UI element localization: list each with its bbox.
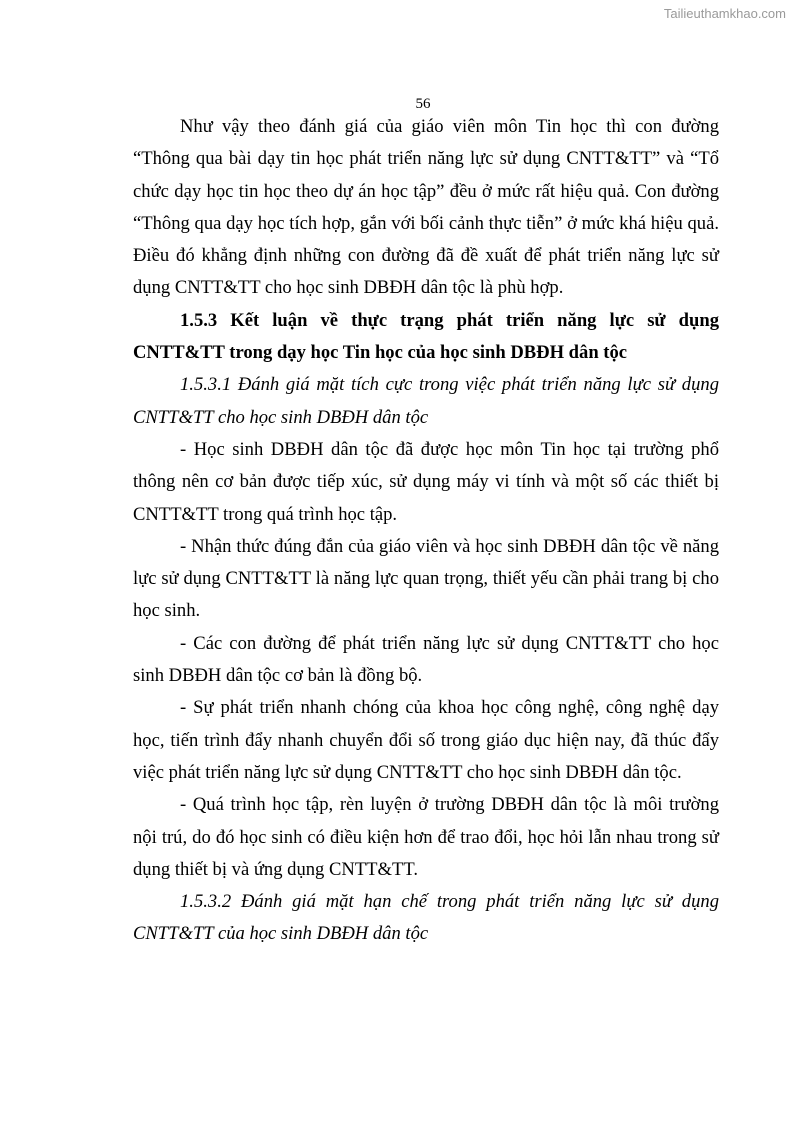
bullet-paragraph-4: - Sự phát triển nhanh chóng của khoa học công nghệ, công nghệ dạy học, tiến trình đẩy nhanh chuyển đổi số trong giáo dục hiện nay, đã thúc đẩy việc phát triển năng lực sử dụng CNTT&TT cho học sinh DBĐH dân tộc. [133,697,719,783]
bullet-paragraph-1: - Học sinh DBĐH dân tộc đã được học môn Tin học tại trường phổ thông nên cơ bản được tiếp xúc, sử dụng máy vi tính và một số các thiết bị CNTT&TT trong quá trình học tập. [133,438,719,525]
page-number: 56 [415,96,431,112]
section-heading-1-5-3: 1.5.3 Kết luận về thực trạng phát triển năng lực sử dụng CNTT&TT trong dạy học Tin học của học sinh DBĐH dân tộc [133,309,719,364]
subsection-heading-1-5-3-1: 1.5.3.1 Đánh giá mặt tích cực trong việc phát triển năng lực sử dụng CNTT&TT cho học sinh DBĐH dân tộc [133,374,719,428]
document-body [133,111,719,951]
bullet-paragraph-5: - Quá trình học tập, rèn luyện ở trường DBĐH dân tộc là môi trường nội trú, do đó học sinh có điều kiện hơn để trao đổi, học hỏi lẫn nhau trong sử dụng thiết bị và ứng dụng CNTT&TT. [133,794,719,880]
paragraph-evaluation-summary: Như vậy theo đánh giá của giáo viên môn Tin học thì con đường “Thông qua bài dạy tin học phát triển năng lực sử dụng CNTT&TT” và “Tổ chức dạy học tin học theo dự án học tập” đều ở mức rất hiệu quả. Con đường “Thông qua dạy học tích hợp, gắn với bối cảnh thực tiễn” ở mức khá hiệu quả. Điều đó khẳng định những con đường đã đề xuất để phát triển năng lực sử dụng CNTT&TT cho học sinh DBĐH dân tộc là phù hợp. [133,116,719,299]
watermark: Tailieuthamkhao.com [663,6,786,21]
subsection-heading-1-5-3-2: 1.5.3.2 Đánh giá mặt hạn chế trong phát triển năng lực sử dụng CNTT&TT của học sinh DBĐH dân tộc [133,891,719,945]
bullet-paragraph-2: - Nhận thức đúng đắn của giáo viên và học sinh DBĐH dân tộc về năng lực sử dụng CNTT&TT là năng lực quan trọng, thiết yếu cần phải trang bị cho học sinh. [133,535,719,622]
bullet-paragraph-3: - Các con đường để phát triển năng lực sử dụng CNTT&TT cho học sinh DBĐH dân tộc cơ bản là đồng bộ. [133,632,719,687]
